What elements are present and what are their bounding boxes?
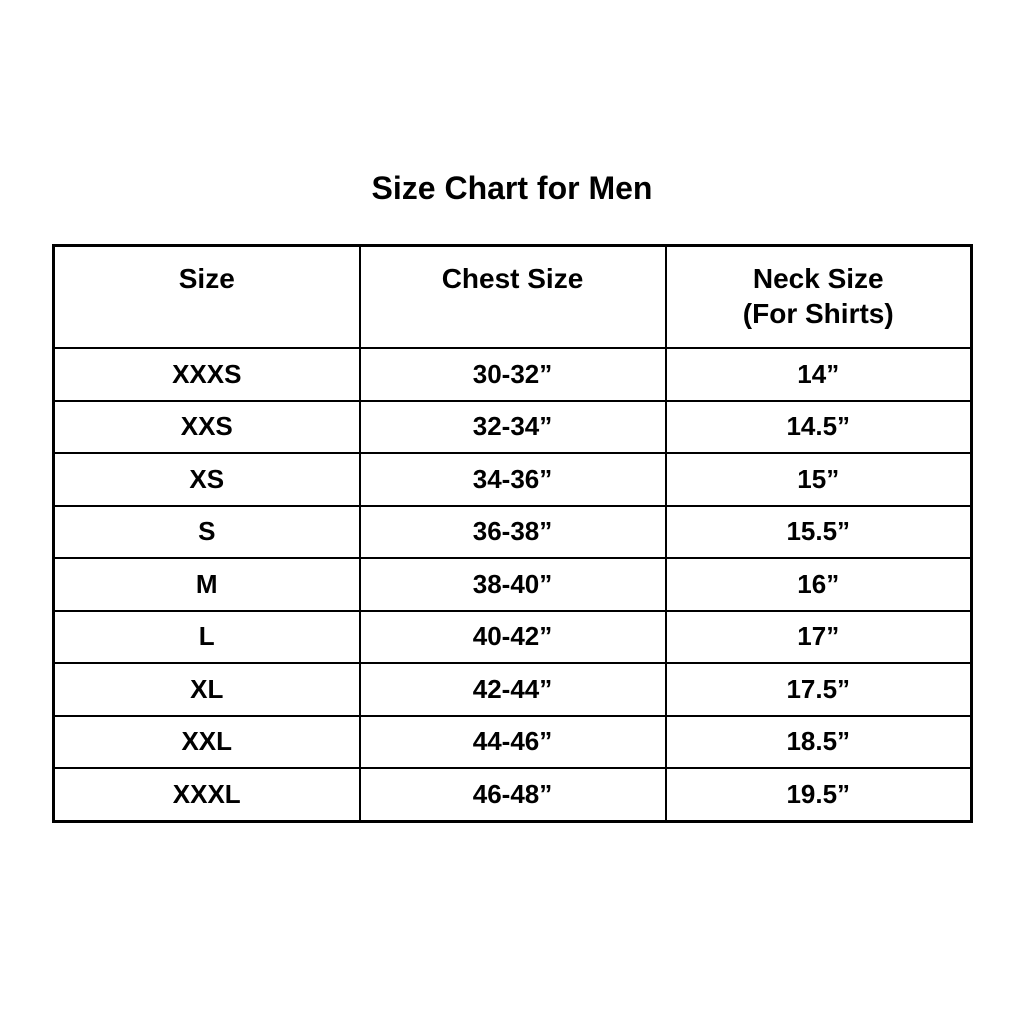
neck-size-cell: 17”: [666, 611, 972, 664]
column-header-chest-size: Chest Size: [360, 246, 666, 349]
neck-size-cell: 14”: [666, 348, 972, 401]
chest-size-cell: 46-48”: [360, 768, 666, 821]
neck-size-cell: 19.5”: [666, 768, 972, 821]
neck-size-cell: 15”: [666, 453, 972, 506]
table-row: [54, 663, 972, 716]
chest-size-cell: 42-44”: [360, 663, 666, 716]
column-header-neck-size-line2: (For Shirts): [742, 298, 894, 329]
table-row: [54, 558, 972, 611]
chest-size-cell: 44-46”: [360, 716, 666, 769]
table-row: [54, 611, 972, 664]
chest-size-cell: 34-36”: [360, 453, 666, 506]
size-chart-table: [52, 244, 973, 823]
column-header-size: Size: [54, 246, 360, 349]
neck-size-cell: 15.5”: [666, 506, 972, 559]
table-row: [54, 768, 972, 821]
chest-size-cell: 40-42”: [360, 611, 666, 664]
neck-size-cell: 14.5”: [666, 401, 972, 454]
size-cell: S: [54, 506, 360, 559]
header-row: [54, 246, 972, 349]
size-cell: XXXL: [54, 768, 360, 821]
table-header: [54, 246, 972, 349]
neck-size-cell: 18.5”: [666, 716, 972, 769]
table-row: [54, 401, 972, 454]
size-cell: XL: [54, 663, 360, 716]
chest-size-cell: 36-38”: [360, 506, 666, 559]
chest-size-cell: 30-32”: [360, 348, 666, 401]
size-cell: XXS: [54, 401, 360, 454]
chest-size-cell: 38-40”: [360, 558, 666, 611]
column-header-neck-size-line1: Neck Size: [752, 263, 884, 294]
table-row: [54, 506, 972, 559]
size-cell: L: [54, 611, 360, 664]
size-cell: M: [54, 558, 360, 611]
neck-size-cell: 17.5”: [666, 663, 972, 716]
table-body: [54, 348, 972, 821]
chest-size-cell: 32-34”: [360, 401, 666, 454]
size-cell: XXXS: [54, 348, 360, 401]
table-row: [54, 453, 972, 506]
page-title: Size Chart for Men: [371, 170, 653, 206]
table-row: [54, 348, 972, 401]
table-row: [54, 716, 972, 769]
column-header-neck-size: [666, 246, 972, 349]
size-cell: XS: [54, 453, 360, 506]
neck-size-cell: 16”: [666, 558, 972, 611]
size-cell: XXL: [54, 716, 360, 769]
